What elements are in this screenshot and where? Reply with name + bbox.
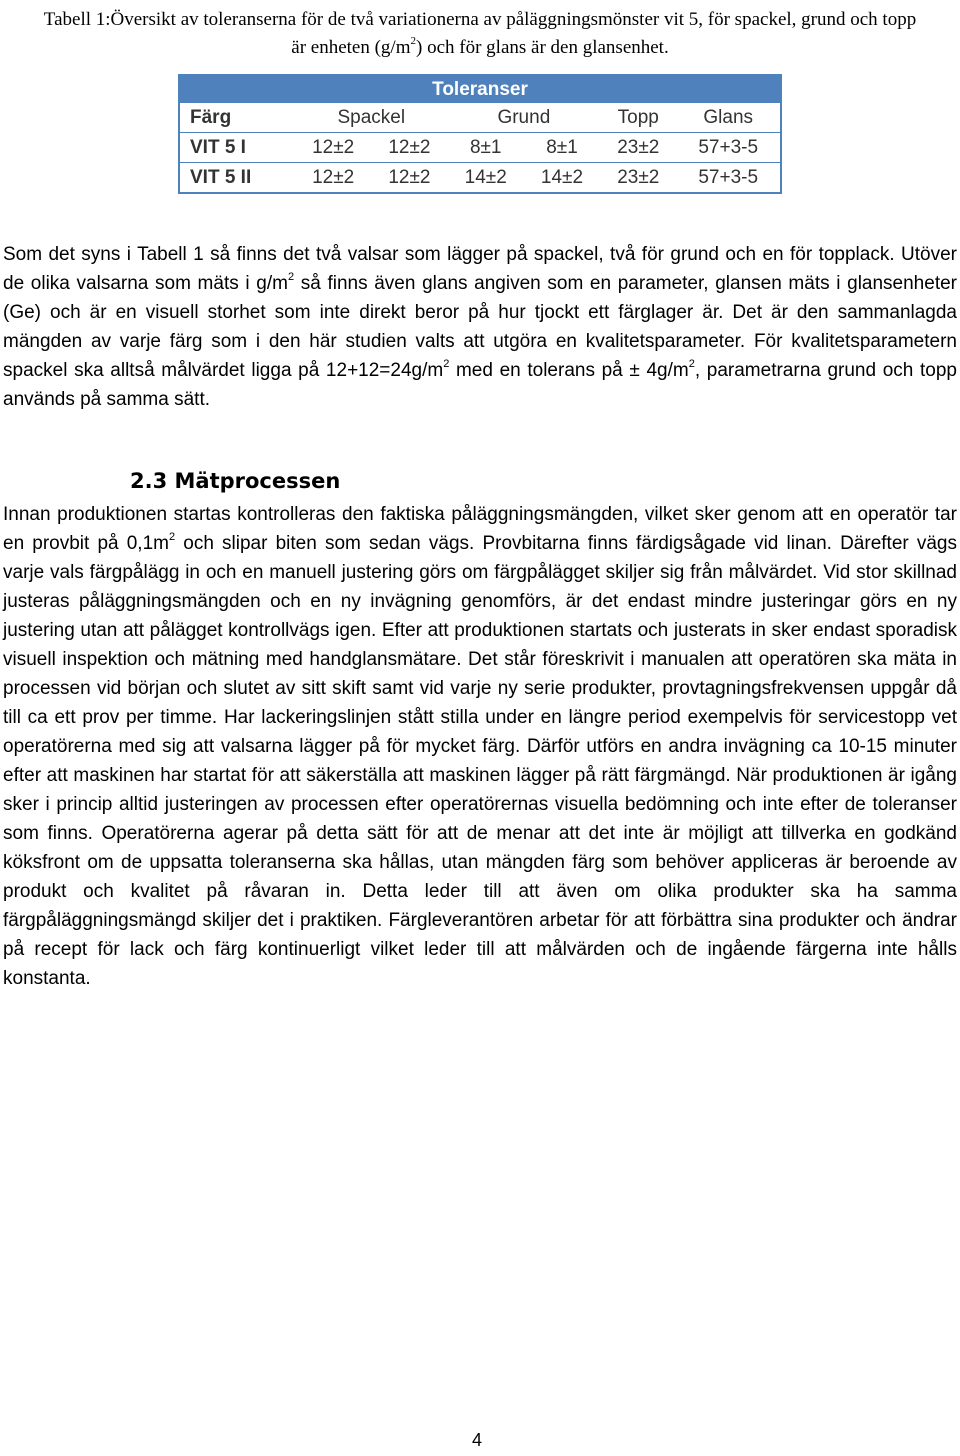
table-cell: 8±1 xyxy=(524,133,600,163)
paragraph-text: Innan produktionen startas kontrolleras den faktiska påläggningsmängden, vilket sker genom att en operatör tar en provbit på 0,1m xyxy=(3,504,957,554)
section-heading: 2.3 Mätprocessen xyxy=(130,469,341,493)
tolerance-table xyxy=(178,74,782,194)
row-label: VIT 5 I xyxy=(179,133,295,163)
superscript: 2 xyxy=(688,357,695,370)
header-cell: Glans xyxy=(676,103,781,133)
table-banner: Toleranser xyxy=(179,75,781,103)
paragraph-text: med en tolerans på ± 4g/m xyxy=(449,360,689,381)
table-cell: 14±2 xyxy=(540,166,584,188)
table-caption xyxy=(40,6,920,62)
superscript: 2 xyxy=(287,270,295,283)
header-cell: Topp xyxy=(600,103,676,133)
header-cell: Färg xyxy=(179,103,295,133)
table-cell: 23±2 xyxy=(600,133,676,163)
table-cell: 12±2 xyxy=(388,166,431,188)
body-paragraph-1 xyxy=(3,240,957,414)
superscript: 2 xyxy=(443,357,450,370)
table-cell: 8±1 xyxy=(448,133,524,163)
caption-text-2: ) och för glans är den glansenhet. xyxy=(416,37,669,58)
table-cell: 23±2 xyxy=(617,166,660,188)
table-cell: 12±2 xyxy=(371,133,447,163)
table-cell: 57+3-5 xyxy=(676,133,781,163)
table-banner-row xyxy=(179,75,781,103)
paragraph-text: , parametrarna grund och topp används på samma sätt. xyxy=(3,360,957,410)
caption-text-1: Tabell 1:Översikt av toleranserna för de två variationerna av påläggningsmönster vit 5, för spackel, grund och topp är enheten (g/m xyxy=(43,9,917,58)
header-cell: Spackel xyxy=(295,103,448,133)
table-cell: 12±2 xyxy=(312,166,355,188)
table-row xyxy=(179,163,781,194)
table-cell: 12±2 xyxy=(295,133,371,163)
paragraph-text: och slipar biten som sedan vägs. Provbitarna finns färdigsågade vid linan. Därefter vägs varje vals färgpålägg in och en manuell justering görs om färgpålägget skiljer sig från målvärdet. Vid stor skillnad justeras påläggningsmängden och en ny invägning genomförs, är det endast mindre justeringar görs en ny justering utan att pålägget kontrollvägs igen. Efter att produktionen startats och justerats in sker endast sporadisk visuell inspektion och mätning med handglansmätare. Det står föreskrivit i manualen att operatören ska mäta in processen vid början och slutet av sitt skift samt vid varje ny serie produkter, provtagningsfrekvensen uppgår då till ca ett prov per timme. Har lackeringslinjen stått stilla under en längre period exempelvis för servicestopp vet operatörerna med sig att valsarna lägger på för mycket färg. Därför utförs en andra invägning ca 10-15 minuter efter att maskinen har startat för att säkerställa att maskinen lägger på rätt färgmängd. När produktionen är igång sker i princip alltid justeringen av processen efter operatörernas visuella bedömning och inte efter de toleranser som finns. Operatörerna agerar på detta sätt för att de menar att det inte är möjligt att tillverka en godkänd köksfront om de uppsatta toleranserna ska hållas, utan mängden färg som behöver appliceras är beroende av produkt och kvalitet på råvaran in. Detta leder till att även om olika produkter ska ha samma färgpåläggningsmängd skiljer det i praktiken. Färgleverantören arbetar för att förbättra sina produkter och ändrar på recept för lack och färg kontinuerligt vilket leder till att målvärden och de ingående färgerna inte hålls konstanta. xyxy=(3,533,957,989)
paragraph-text: Som det syns i Tabell 1 så finns det två valsar som lägger på spackel, två för grund och en för topplack. Utöver de olika valsarna som mäts i g/m xyxy=(3,244,957,294)
paragraph-text: så finns även glans angiven som en parameter, glansen mäts i glansenheter (Ge) och är en visuell storhet som inte direkt beror på hur tjockt ett färglager är. Det är den sammanlagda mängden av varje färg som i den här studien valts att utgöra en kvalitetsparameter. För kvalitetsparametern spackel ska alltså målvärdet ligga på 12+12=24g/m xyxy=(3,273,957,381)
caption-superscript: 2 xyxy=(410,34,416,47)
table-header-row xyxy=(179,103,781,133)
header-cell: Grund xyxy=(448,103,601,133)
table-cell: 57+3-5 xyxy=(698,166,759,188)
page-number: 4 xyxy=(472,1430,483,1450)
body-paragraph-2 xyxy=(3,500,957,993)
table-cell: 14±2 xyxy=(464,166,507,188)
table-row xyxy=(179,133,781,163)
superscript: 2 xyxy=(168,530,176,543)
row-label: VIT 5 II xyxy=(190,166,252,188)
